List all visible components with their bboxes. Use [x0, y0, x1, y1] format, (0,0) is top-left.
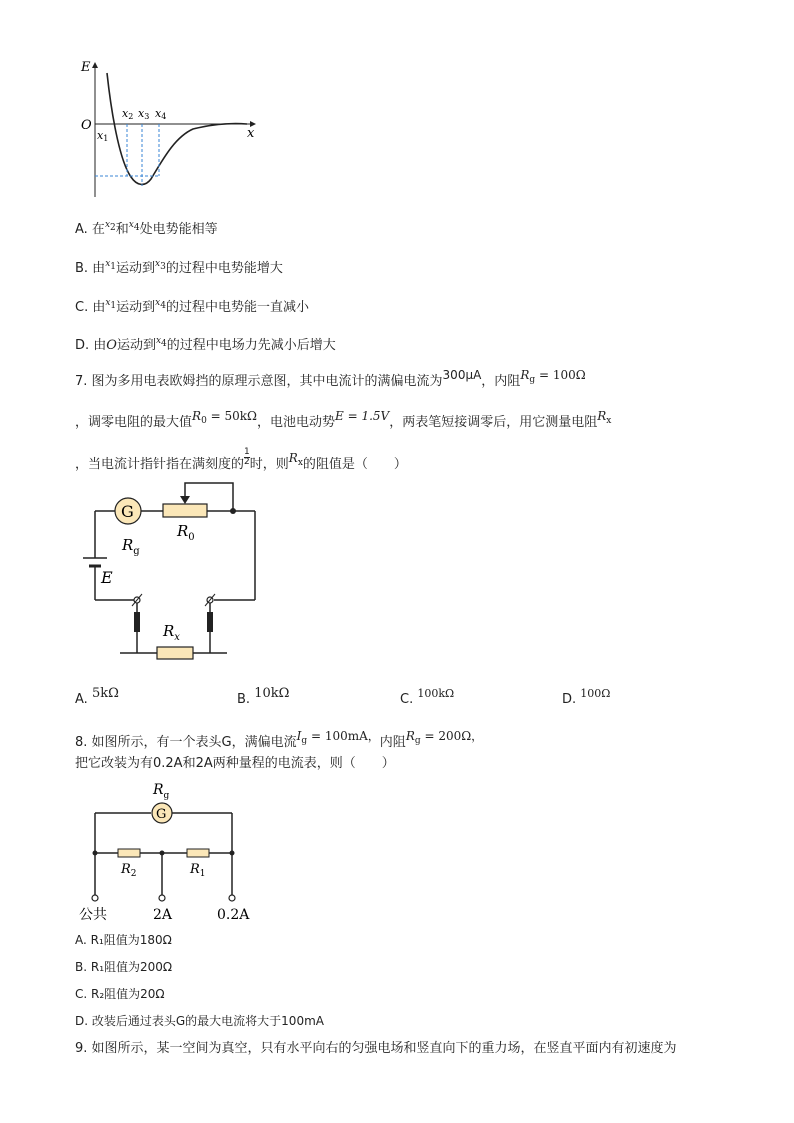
terminal-common-label: 公共 — [79, 907, 107, 922]
terminal-common — [92, 895, 98, 901]
r2-label: $R_2$ — [121, 862, 137, 879]
e-axis-label: E — [81, 60, 91, 75]
x4-label: x4 — [155, 107, 167, 121]
svg-text:G: G — [121, 502, 134, 521]
terminal-0-2a — [229, 895, 235, 901]
x3-label: x3 — [138, 107, 150, 121]
ohmmeter-circuit — [75, 478, 275, 663]
q7-option-a: A. 5kΩ — [75, 686, 119, 707]
r0-label: $R_0$ — [177, 522, 195, 543]
q6-option-d: D. 由O运动到$^{x4}$的过程中电场力先减小后增大 — [75, 336, 336, 353]
origin-label: O — [81, 118, 92, 133]
resistor-r2 — [118, 849, 140, 857]
q8-option-c: C. R₂阻值为20Ω — [75, 987, 165, 1001]
q8-option-d: D. 改装后通过表头G的最大电流将大于100mA — [75, 1014, 324, 1028]
terminal-2a-label: 2A — [153, 907, 173, 922]
q7-option-d: D. 100Ω — [562, 687, 611, 707]
resistor-r1 — [187, 849, 209, 857]
q7-option-c: C. 100kΩ — [400, 687, 455, 707]
x1-label: x1 — [97, 129, 109, 143]
terminal-0-2a-label: 0.2A — [217, 907, 250, 922]
r1-label: $R_1$ — [190, 862, 206, 879]
svg-text:G: G — [156, 807, 167, 822]
q7-line-3: ，当电流计指针指在满刻度的 $\frac{1}{2}$ 时，则$R_x$的阻值是（ ） — [75, 447, 407, 472]
q9-line-1: 9. 如图所示，某一空间为真空，只有水平向右的匀强电场和竖直向下的重力场，在竖直平面内有初速度为 — [75, 1041, 677, 1056]
terminal-2a — [159, 895, 165, 901]
x-axis-label: x — [247, 126, 255, 141]
q7-line-2: ，调零电阻的最大值$R_0 = 50k\Omega$，电池电动势E = 1.5V，两表笔短接调零后，用它测量电阻$R_x$ — [75, 409, 612, 430]
rx-label: $R_x$ — [163, 622, 180, 643]
resistor-r0 — [163, 504, 207, 517]
energy-curve — [107, 73, 247, 184]
q8-line-2: 把它改装为有0.2A和2A两种量程的电流表，则（ ） — [75, 756, 395, 771]
rg-label: $R_g$ — [153, 782, 170, 801]
q8-option-a: A. R₁阻值为180Ω — [75, 933, 172, 947]
q6-option-c: C. 由$^{x1}$运动到$^{x4}$的过程中电势能一直减小 — [75, 298, 309, 315]
ammeter-circuit — [75, 780, 265, 922]
q6-option-b: B. 由$^{x1}$运动到$^{x3}$的过程中电势能增大 — [75, 259, 283, 276]
x2-label: x2 — [122, 107, 134, 121]
q7-option-b: B. 10kΩ — [237, 686, 290, 707]
q7-line-1: 7. 图为多用电表欧姆挡的原理示意图，其中电流计的满偏电流为300μA，内阻$R_g = 100\Omega$ — [75, 368, 586, 389]
probe-right — [207, 612, 213, 632]
resistor-rx — [157, 647, 193, 659]
q8-line-1: 8. 如图所示，有一个表头G，满偏电流$I_g = 100mA$，内阻$R_g = 200\Omega$， — [75, 729, 484, 750]
potential-energy-graph — [75, 55, 275, 200]
rg-label: $R_g$ — [122, 536, 140, 557]
q8-option-b: B. R₁阻值为200Ω — [75, 960, 173, 974]
q6-option-a: A. 在$^{x2}$和$^{x4}$处电势能相等 — [75, 220, 218, 237]
probe-left — [134, 612, 140, 632]
emf-label: E — [101, 568, 113, 587]
